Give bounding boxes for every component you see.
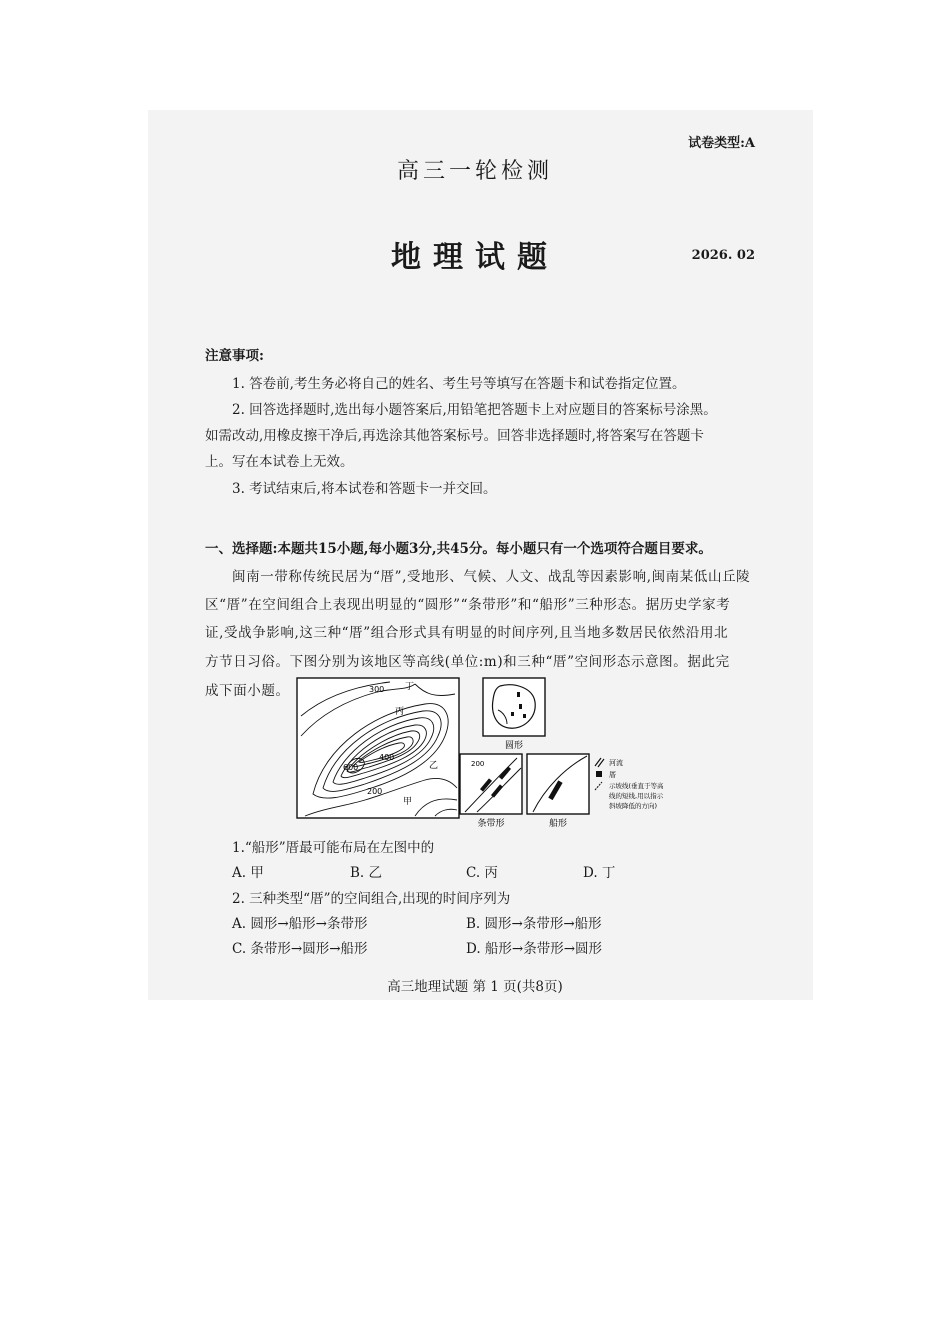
notice-item-2-end: 上。写在本试卷上无效。	[205, 454, 354, 470]
svg-text:丁: 丁	[405, 682, 415, 692]
svg-text:厝: 厝	[609, 771, 616, 779]
figure-legend	[595, 758, 664, 810]
passage-line: 方节日习俗。下图分别为该地区等高线(单位:m)和三种“厝”空间形态示意图。据此完	[205, 654, 730, 670]
svg-text:甲: 甲	[403, 797, 413, 807]
question-2-option-d: D. 船形→条带形→圆形	[466, 941, 603, 957]
passage-line: 证,受战争影响,这三种“厝”组合形式具有明显的时间序列,且当地多数居民依然沿用北	[205, 625, 729, 641]
svg-text:示坡线(垂直于等高: 示坡线(垂直于等高	[609, 782, 664, 790]
svg-text:乙: 乙	[429, 761, 439, 771]
question-2-option-b: B. 圆形→条带形→船形	[466, 916, 602, 932]
boat-label: 船形	[548, 819, 568, 829]
question-1-option-b: B. 乙	[350, 865, 383, 881]
exam-date: 2026. 02	[691, 248, 755, 263]
svg-text:400: 400	[379, 753, 395, 762]
series-title: 高三一轮检测	[396, 159, 553, 184]
boat-house-panel	[527, 754, 589, 829]
passage-line: 区“厝”在空间组合上表现出明显的“圆形”“条带形”和“船形”三种形态。据历史学家考	[205, 597, 731, 613]
round-label: 圆形	[504, 741, 524, 751]
notice-item-1: 1. 答卷前,考生务必将自己的姓名、考生号等填写在答题卡和试卷指定位置。	[232, 376, 686, 392]
question-2-stem: 2. 三种类型“厝”的空间组合,出现的时间序列为	[232, 891, 511, 907]
strip-house-panel	[460, 754, 522, 829]
question-1-option-a: A. 甲	[232, 865, 264, 881]
main-title: 地理试题	[391, 240, 559, 275]
svg-text:线的短线,用以指示: 线的短线,用以指示	[609, 792, 664, 800]
question-1-stem: 1.“船形”厝最可能布局在左图中的	[232, 840, 435, 856]
contour-map	[297, 678, 459, 818]
svg-text:斜坡降低的方向): 斜坡降低的方向)	[609, 802, 658, 810]
passage-line: 成下面小题。	[205, 683, 290, 699]
question-2-option-c: C. 条带形→圆形→船形	[232, 941, 368, 957]
svg-text:丙: 丙	[395, 707, 405, 717]
notice-item-3: 3. 考试结束后,将本试卷和答题卡一并交回。	[232, 481, 497, 497]
page-footer: 高三地理试题 第 1 页(共8页)	[387, 979, 563, 995]
svg-text:200: 200	[367, 787, 383, 796]
svg-text:200: 200	[471, 760, 485, 768]
contour-and-house-figure	[295, 676, 715, 831]
svg-text:300: 300	[369, 685, 385, 694]
question-1-option-d: D. 丁	[583, 865, 616, 881]
svg-text:河流: 河流	[609, 759, 623, 767]
question-1-option-c: C. 丙	[466, 865, 498, 881]
paper-type: 试卷类型:A	[688, 136, 755, 151]
question-2-option-a: A. 圆形→船形→条带形	[232, 916, 368, 932]
strip-label: 条带形	[477, 819, 505, 829]
section-heading: 一、选择题:本题共15小题,每小题3分,共45分。每小题只有一个选项符合题目要求。	[205, 541, 712, 557]
round-house-panel	[483, 678, 545, 751]
notice-item-2-cont: 如需改动,用橡皮擦干净后,再选涂其他答案标号。回答非选择题时,将答案写在答题卡	[205, 428, 704, 444]
notice-item-2: 2. 回答选择题时,选出每小题答案后,用铅笔把答题卡上对应题目的答案标号涂黑。	[232, 402, 717, 418]
notice-heading: 注意事项:	[205, 348, 264, 364]
svg-text:600: 600	[343, 763, 359, 772]
passage-line: 闽南一带称传统民居为“厝”,受地形、气候、人文、战乱等因素影响,闽南某低山丘陵	[232, 569, 751, 585]
